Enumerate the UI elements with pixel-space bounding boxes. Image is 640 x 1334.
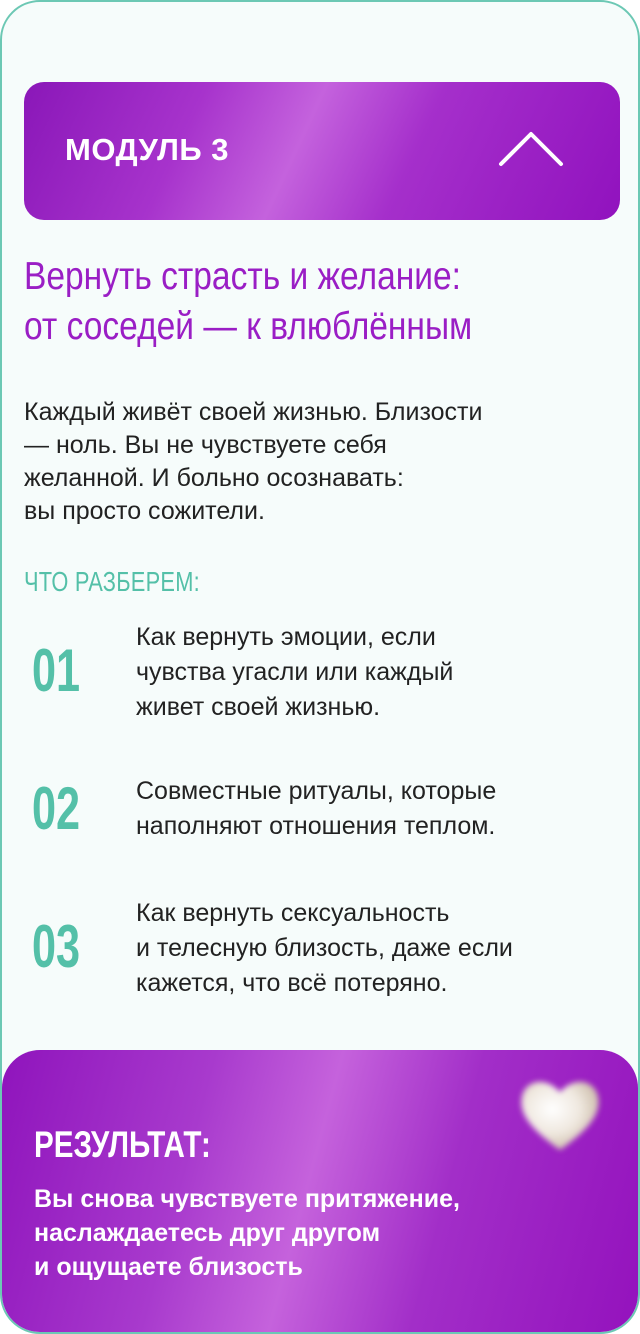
item-number: 02 xyxy=(32,775,81,842)
item-text-line: Как вернуть сексуальность xyxy=(136,899,450,927)
item-text-line: живет своей жизнью. xyxy=(136,693,381,721)
item-text xyxy=(136,774,626,844)
module-title: МОДУЛЬ 3 xyxy=(65,132,229,167)
result-text-line: наслаждаетесь друг другом xyxy=(34,1219,381,1247)
result-title: РЕЗУЛЬТАТ: xyxy=(34,1124,211,1165)
item-text-line: наполняют отношения теплом. xyxy=(136,812,496,840)
result-panel xyxy=(2,1050,638,1334)
item-number: 03 xyxy=(32,913,81,980)
result-text-line: Вы снова чувствуете притяжение, xyxy=(34,1185,461,1213)
item-number: 01 xyxy=(32,637,81,704)
result-text-line: и ощущаете близость xyxy=(34,1253,303,1281)
intro-line: вы просто сожители. xyxy=(24,497,265,525)
item-text-line: кажется, что всё потеряно. xyxy=(136,969,448,997)
section-label: ЧТО РАЗБЕРЕМ: xyxy=(24,566,200,597)
item-text-line: Как вернуть эмоции, если xyxy=(136,623,436,651)
item-text-line: и телесную близость, даже если xyxy=(136,934,513,962)
module-headline xyxy=(24,252,540,352)
item-text-line: чувства угасли или каждый xyxy=(136,658,454,686)
item-text-line: Совместные ритуалы, которые xyxy=(136,777,497,805)
headline-line-1: Вернуть страсть и желание: xyxy=(24,255,461,298)
result-text xyxy=(34,1182,614,1284)
chevron-up-icon[interactable] xyxy=(498,128,564,168)
item-text xyxy=(136,896,626,1001)
intro-line: — ноль. Вы не чувствуете себя xyxy=(24,431,387,459)
intro-paragraph xyxy=(24,396,624,528)
heart-icon xyxy=(514,1072,606,1154)
intro-line: желанной. И больно осознавать: xyxy=(24,464,404,492)
item-text xyxy=(136,620,626,725)
module-header-toggle[interactable] xyxy=(24,82,620,220)
headline-line-2: от соседей — к влюблённым xyxy=(24,305,473,348)
intro-line: Каждый живёт своей жизнью. Близости xyxy=(24,398,483,426)
